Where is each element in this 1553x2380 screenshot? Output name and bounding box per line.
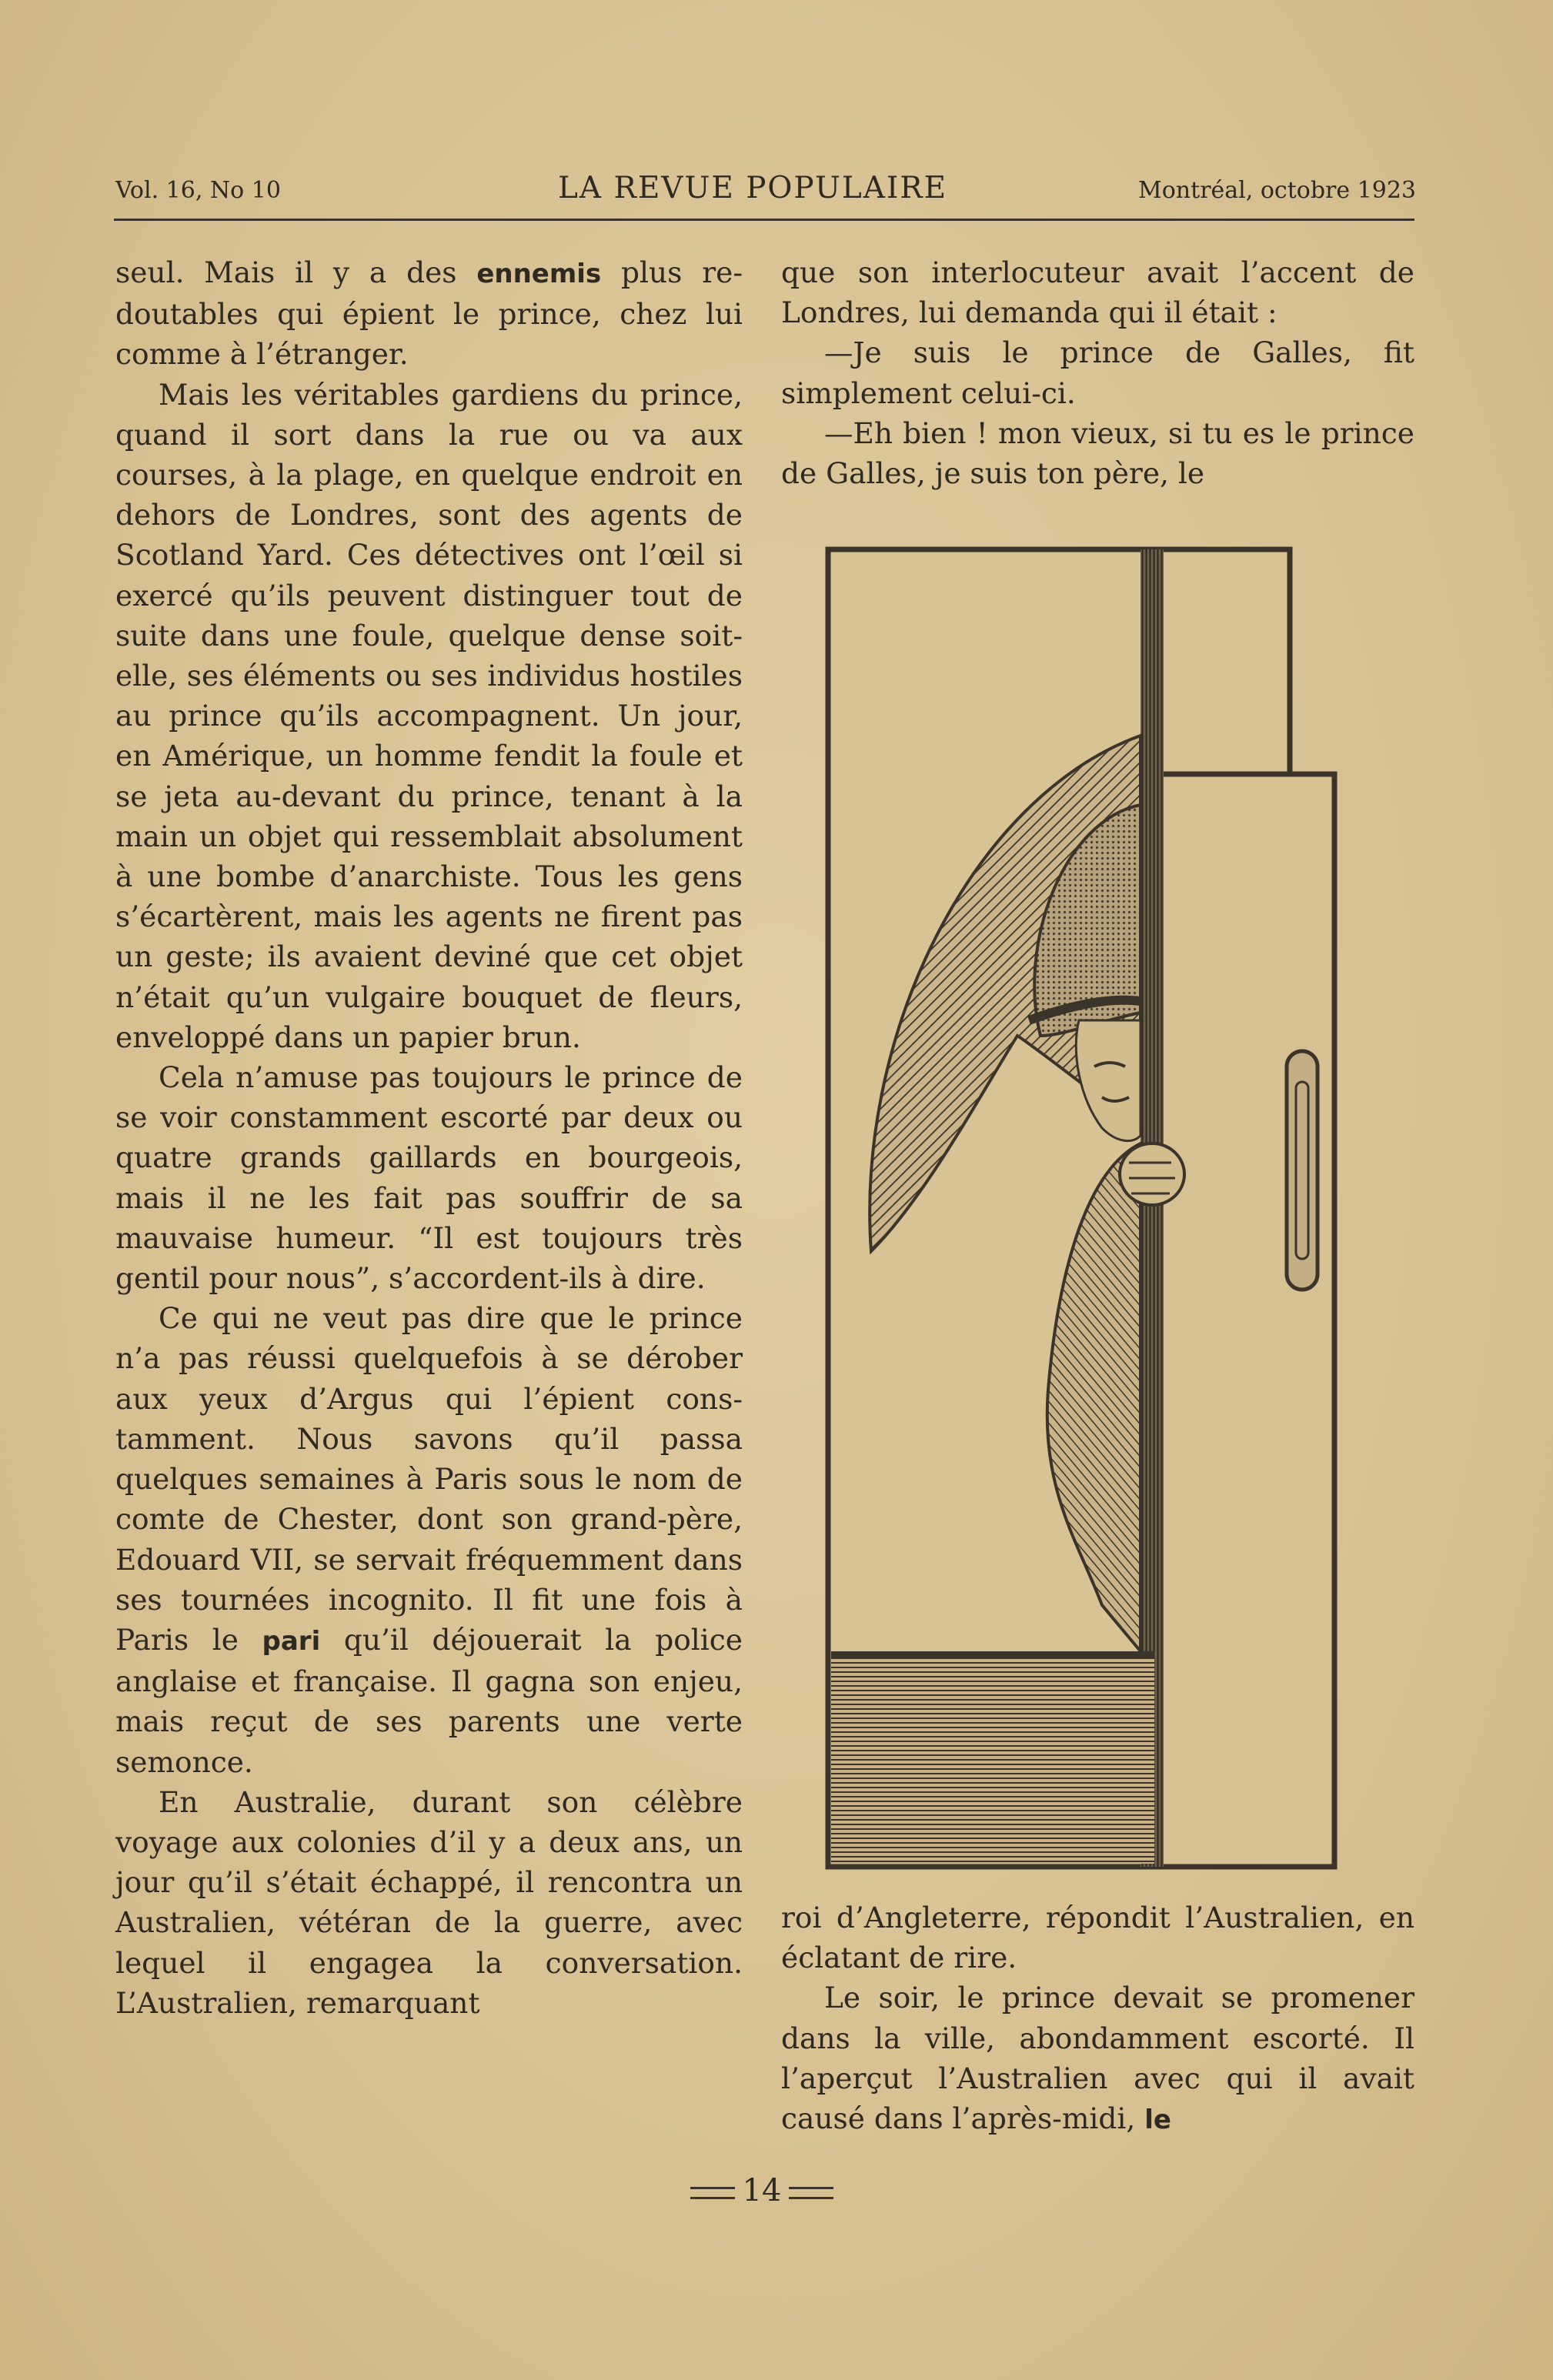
- paragraph: Ce qui ne veut pas dire que le prince n’a pas réussi quelquefois à se dérober aux yeux d’Argus qui l’épient constamment. Nous savons qu’il passa quelques semaines à Paris sous le nom de comte de Chester, dont son grand-père, Edouard VII, se servait fréquemment dans ses tournées incognito. Il fit une fois à Paris le pari qu’il déjouerait la police anglaise et française. Il gagna son enjeu, mais reçut de ses parents une verte semonce.: [115, 1301, 743, 1779]
- paragraph: —Je suis le prince de Galles, fit simplement celui-ci.: [781, 335, 1414, 410]
- illustration-man-peeking-through-door: [825, 543, 1339, 1870]
- paragraph: Le soir, le prince devait se promener dans la ville, abondamment escorté. Il l’aperçut l’Australien avec qui il avait causé dans l’après-midi, le: [781, 1981, 1414, 2136]
- page-footer: [670, 2173, 854, 2211]
- right-ornament: [789, 2187, 833, 2199]
- running-header: [115, 171, 1416, 217]
- left-ornament: [690, 2187, 735, 2199]
- paragraph: seul. Mais il y a des ennemis plus redoutables qui épient le prince, chez lui comme à l’étranger.: [115, 255, 743, 372]
- bold-word: pari: [262, 1625, 321, 1657]
- right-column-bottom: [781, 1898, 1414, 2140]
- paragraph: Mais les véritables gardiens du prince, quand il sort dans la rue ou va aux courses, à la plage, en quelque endroit en dehors de Londres, sont des agents de Scotland Yard. Ces détectives ont l’œil si exercé qu’ils peuvent distinguer tout de suite dans une foule, quelque dense soit-elle, ses éléments ou ses individus hostiles au prince qu’ils accompagnent. Un jour, en Amérique, un homme fendit la foule et se jeta au-devant du prince, tenant à la main un objet qui ressemblait absolument à une bombe d’anarchiste. Tous les gens s’écartèrent, mais les agents ne firent pas un geste; ils avaient deviné que cet objet n’était qu’un vulgaire bouquet de fleurs, enveloppé dans un papier brun.: [115, 377, 743, 1054]
- paragraph: roi d’Angleterre, répondit l’Australien, en éclatant de rire.: [781, 1901, 1414, 1975]
- right-column-top: [781, 252, 1414, 493]
- paragraph: Cela n’amuse pas toujours le prince de se voir constamment escorté par deux ou quatre grands gaillards en bourgeois, mais il ne les fait pas souffrir de sa mauvaise humeur. “Il est toujours très gentil pour nous”, s’accordent-ils à dire.: [115, 1060, 743, 1296]
- paragraph: —Eh bien ! mon vieux, si tu es le prince de Galles, je suis ton père, le: [781, 416, 1414, 491]
- paragraph: En Australie, durant son célèbre voyage aux colonies d’il y a deux ans, un jour qu’il s’était échappé, il rencontra un Australien, vétéran de la guerre, avec lequel il engagea la conversation. L’Australien, remarquant: [115, 1784, 743, 2020]
- bold-word: le: [1144, 2105, 1171, 2136]
- header-rule: [114, 219, 1414, 221]
- bold-word: ennemis: [476, 259, 602, 289]
- left-column: [115, 252, 743, 2023]
- paragraph: que son interlocuteur avait l’accent de Londres, lui demanda qui il était :: [781, 255, 1414, 330]
- volume-number: Vol. 16, No 10: [115, 177, 281, 204]
- publication-title: LA REVUE POPULAIRE: [558, 171, 948, 205]
- page-number: 14: [742, 2173, 782, 2208]
- place-date: Montréal, octobre 1923: [1138, 177, 1416, 204]
